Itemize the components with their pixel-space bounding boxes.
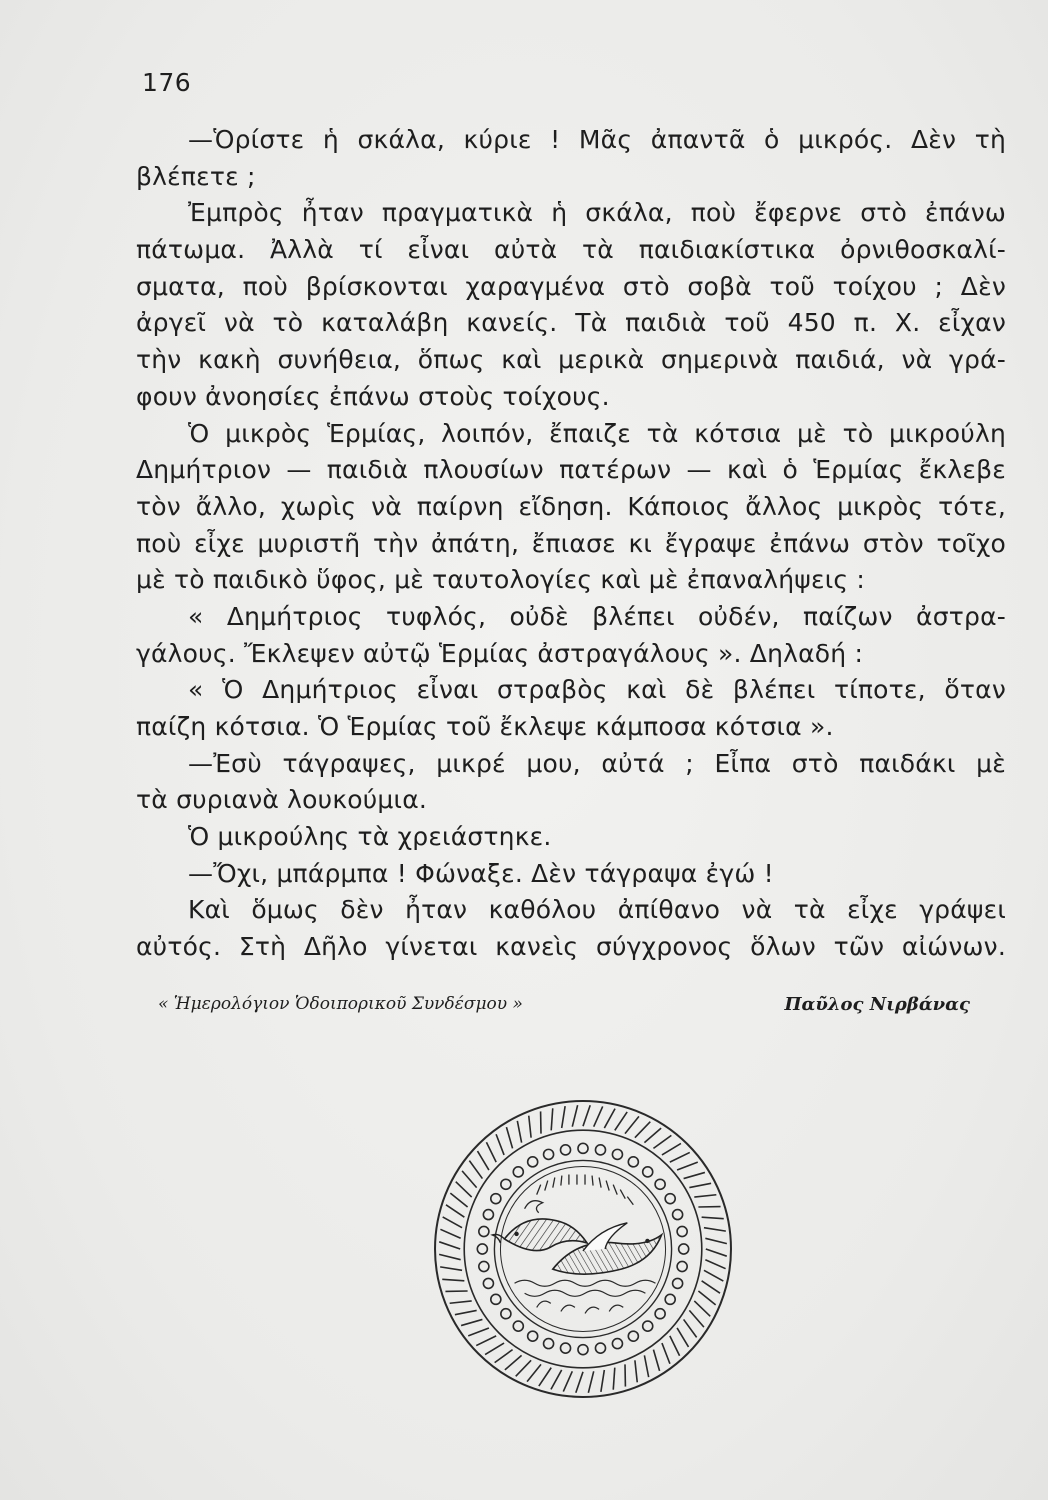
bird-plate-emblem-icon bbox=[432, 1098, 734, 1400]
author-name: Παῦλος Νιρβάνας bbox=[784, 994, 970, 1015]
text-line: μὲ τὸ παιδικὸ ὕφος, μὲ ταυτολογίες καὶ μὲ ἐπαναλήψεις : bbox=[136, 565, 866, 595]
text-line: βλέπετε ; bbox=[136, 161, 256, 191]
text-line: παίζη κότσια. Ὁ Ἑρμίας τοῦ ἔκλεψε κάμποσα κότσια ». bbox=[136, 712, 834, 741]
text-line: —Ἐσὺ τάγραψες, μικρέ μου, αὐτά ; Εἶπα στὸ παιδάκι μὲ bbox=[188, 748, 1006, 778]
text-line: γάλους. Ἔκλεψεν αὐτῷ Ἑρμίας ἀστραγάλους ». Δηλαδή : bbox=[136, 638, 864, 668]
text-line: ἀργεῖ νὰ τὸ καταλάβη κανείς. Τὰ παιδιὰ τοῦ 450 π. Χ. εἶχαν bbox=[136, 308, 1006, 338]
text-line: —Ὄχι, μπάρμπα ! Φώναξε. Δὲν τάγραψα ἐγώ ! bbox=[188, 858, 774, 888]
text-line: σματα, ποὺ βρίσκονται χαραγμένα στὸ σοβὰ τοῦ τοίχου ; Δὲν bbox=[136, 271, 1006, 301]
source-citation: « Ἡμερολόγιον Ὁδοιπορικοῦ Συνδέσμου » bbox=[158, 994, 523, 1014]
text-line: τὰ συριανὰ λουκούμια. bbox=[136, 785, 428, 815]
page-number: 176 bbox=[142, 68, 192, 97]
text-line: τὸν ἄλλο, χωρὶς νὰ παίρνη εἴδηση. Κάποιος ἄλλος μικρὸς τότε, bbox=[136, 491, 1006, 521]
text-line: Δημήτριον — παιδιὰ πλουσίων πατέρων — καὶ ὁ Ἑρμίας ἔκλεβε bbox=[136, 455, 1006, 485]
text-line: ποὺ εἶχε μυριστῆ τὴν ἀπάτη, ἔπιασε κι ἔγραψε ἐπάνω στὸν τοῖχο bbox=[136, 528, 1006, 558]
text-line: Ἐμπρὸς ἦταν πραγματικὰ ἡ σκάλα, ποὺ ἔφερνε στὸ ἐπάνω bbox=[188, 198, 1006, 228]
text-line: Ὁ μικρὸς Ἑρμίας, λοιπόν, ἔπαιζε τὰ κότσια μὲ τὸ μικρούλη bbox=[188, 418, 1006, 448]
text-line: Ὁ μικρούλης τὰ χρειάστηκε. bbox=[188, 822, 552, 852]
text-line: φουν ἀνοησίες ἐπάνω στοὺς τοίχους. bbox=[136, 381, 610, 411]
text-line: Καὶ ὅμως δὲν ἦταν καθόλου ἀπίθανο νὰ τὰ εἶχε γράψει bbox=[188, 895, 1006, 925]
text-line: αὐτός. Στὴ Δῆλο γίνεται κανεὶς σύγχρονος ὅλων τῶν αἰώνων. bbox=[136, 932, 1006, 962]
text-line: —Ὁρίστε ἡ σκάλα, κύριε ! Μᾶς ἀπαντᾶ ὁ μικρός. Δὲν τὴ bbox=[188, 125, 1006, 154]
text-body bbox=[136, 122, 1006, 966]
text-line: « Δημήτριος τυφλός, οὐδὲ βλέπει οὐδέν, παίζων ἀστρα- bbox=[188, 601, 1006, 631]
citation-line bbox=[158, 994, 1008, 1024]
text-line: τὴν κακὴ συνήθεια, ὅπως καὶ μερικὰ σημερινὰ παιδιά, νὰ γρά- bbox=[136, 345, 1006, 375]
text-line: « Ὁ Δημήτριος εἶναι στραβὸς καὶ δὲ βλέπει τίποτε, ὅταν bbox=[188, 675, 1006, 705]
text-line: πάτωμα. Ἀλλὰ τί εἶναι αὐτὰ τὰ παιδιακίστικα ὀρνιθοσκαλί- bbox=[136, 235, 1006, 265]
